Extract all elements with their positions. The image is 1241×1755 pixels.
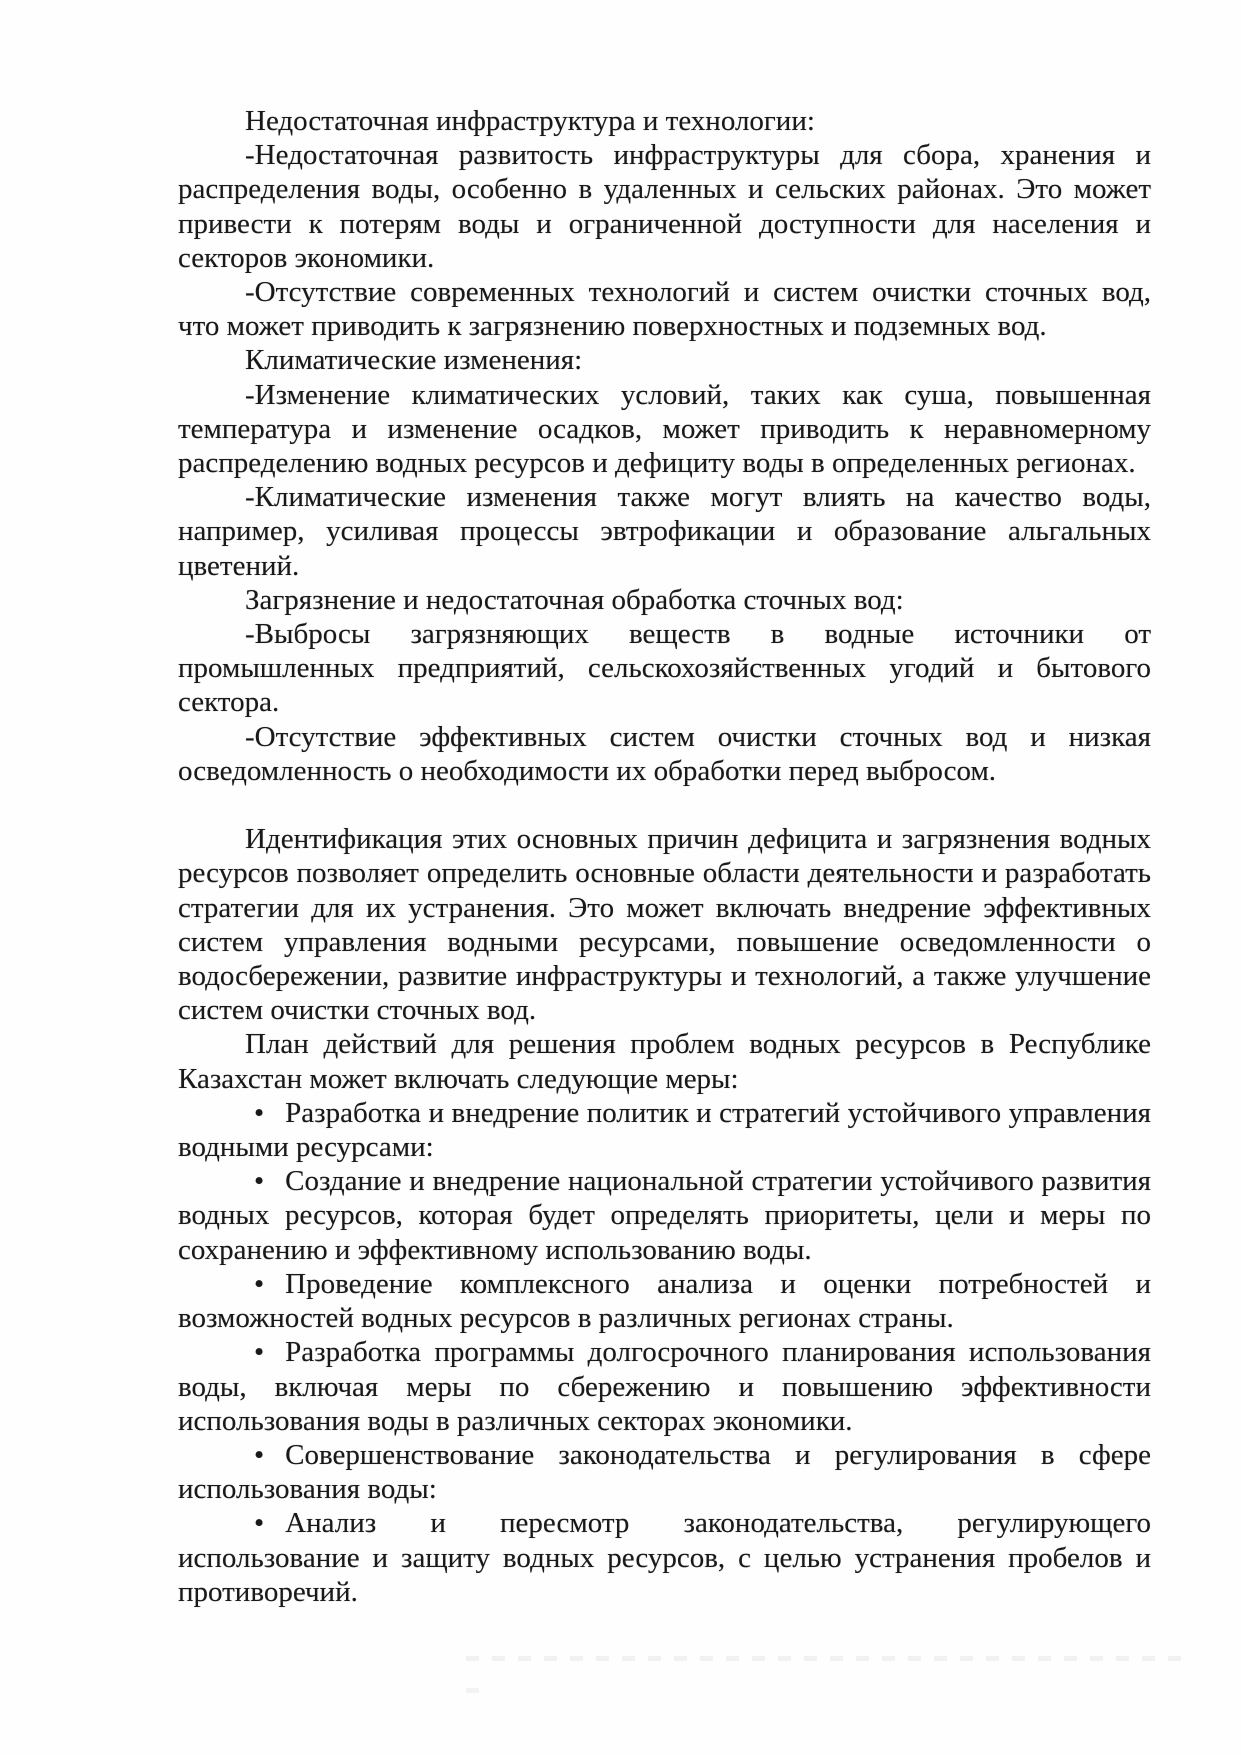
bullet-item	[178, 1335, 1151, 1438]
bullet-marker-icon: •	[254, 1267, 265, 1300]
bullet-text: Проведение комплексного анализа и оценки потребностей и возможностей водных ресурсов в различных регионах страны.	[178, 1267, 1151, 1335]
bullet-text: Совершенствование законодательства и регулирования в сфере использования воды:	[178, 1438, 1151, 1506]
paragraph: -Выбросы загрязняющих веществ в водные источники от промышленных предприятий, сельскохозяйственных угодий и бытового сектора.	[178, 618, 1151, 719]
bullet-marker-icon: •	[254, 1438, 265, 1471]
bullet-text: Анализ и пересмотр законодательства, регулирующего использование и защиту водных ресурсов, с целью устранения пробелов и противоречий.	[178, 1507, 1151, 1608]
bullet-marker-icon: •	[254, 1165, 265, 1198]
bullet-item	[178, 1506, 1151, 1609]
scan-artifact-dashes	[466, 1656, 1186, 1661]
bullet-text: Создание и внедрение национальной стратегии устойчивого развития водных ресурсов, которая будет определять приоритеты, цели и меры по сохранению и эффективному использованию воды.	[178, 1165, 1151, 1266]
bullet-item	[178, 1164, 1151, 1267]
bullet-marker-icon: •	[254, 1507, 265, 1540]
paragraph: Загрязнение и недостаточная обработка сточных вод:	[245, 583, 904, 616]
paragraph: План действий для решения проблем водных ресурсов в Республике Казахстан может включать следующие меры:	[178, 1028, 1151, 1095]
paragraph: -Отсутствие современных технологий и систем очистки сточных вод, что может приводить к загрязнению поверхностных и подземных вод.	[178, 276, 1151, 343]
bullet-item	[178, 1096, 1151, 1164]
paragraph: Идентификация этих основных причин дефицита и загрязнения водных ресурсов позволяет определить основные области деятельности и разработать стратегии для их устранения. Это может включать внедрение эффективных систем управления водными ресурсами, повышение осведомленности о водосбережении, развитие инфраструктуры и технологий, а также улучшение систем очистки сточных вод.	[178, 823, 1151, 1027]
bullet-item	[178, 1267, 1151, 1335]
paragraph: -Климатические изменения также могут влиять на качество воды, например, усиливая процессы эвтрофикации и образование альгальных цветений.	[178, 481, 1151, 582]
bullet-marker-icon: •	[254, 1336, 265, 1369]
scan-artifact-mark	[466, 1688, 479, 1693]
paragraph-spacer	[178, 788, 1151, 822]
document-content	[178, 104, 1151, 1609]
paragraph: -Недостаточная развитость инфраструктуры для сбора, хранения и распределения воды, особенно в удаленных и сельских районах. Это может привести к потерям воды и ограниченной доступности для населения и секторов экономики.	[178, 139, 1151, 274]
bullet-text: Разработка и внедрение политик и стратегий устойчивого управления водными ресурсами:	[178, 1096, 1151, 1164]
paragraph: -Изменение климатических условий, таких как суша, повышенная температура и изменение осадков, может приводить к неравномерному распределению водных ресурсов и дефициту воды в определенных регионах.	[178, 378, 1151, 480]
paragraph: -Отсутствие эффективных систем очистки сточных вод и низкая осведомленность о необходимости их обработки перед выбросом.	[178, 720, 1151, 787]
bullet-text: Разработка программы долгосрочного планирования использования воды, включая меры по сбережению и повышению эффективности использования воды в различных секторах экономики.	[178, 1336, 1151, 1437]
paragraph: Недостаточная инфраструктура и технологии:	[245, 105, 815, 137]
bullet-marker-icon: •	[254, 1096, 265, 1129]
paragraph: Климатические изменения:	[245, 344, 583, 377]
bullet-item	[178, 1438, 1151, 1506]
